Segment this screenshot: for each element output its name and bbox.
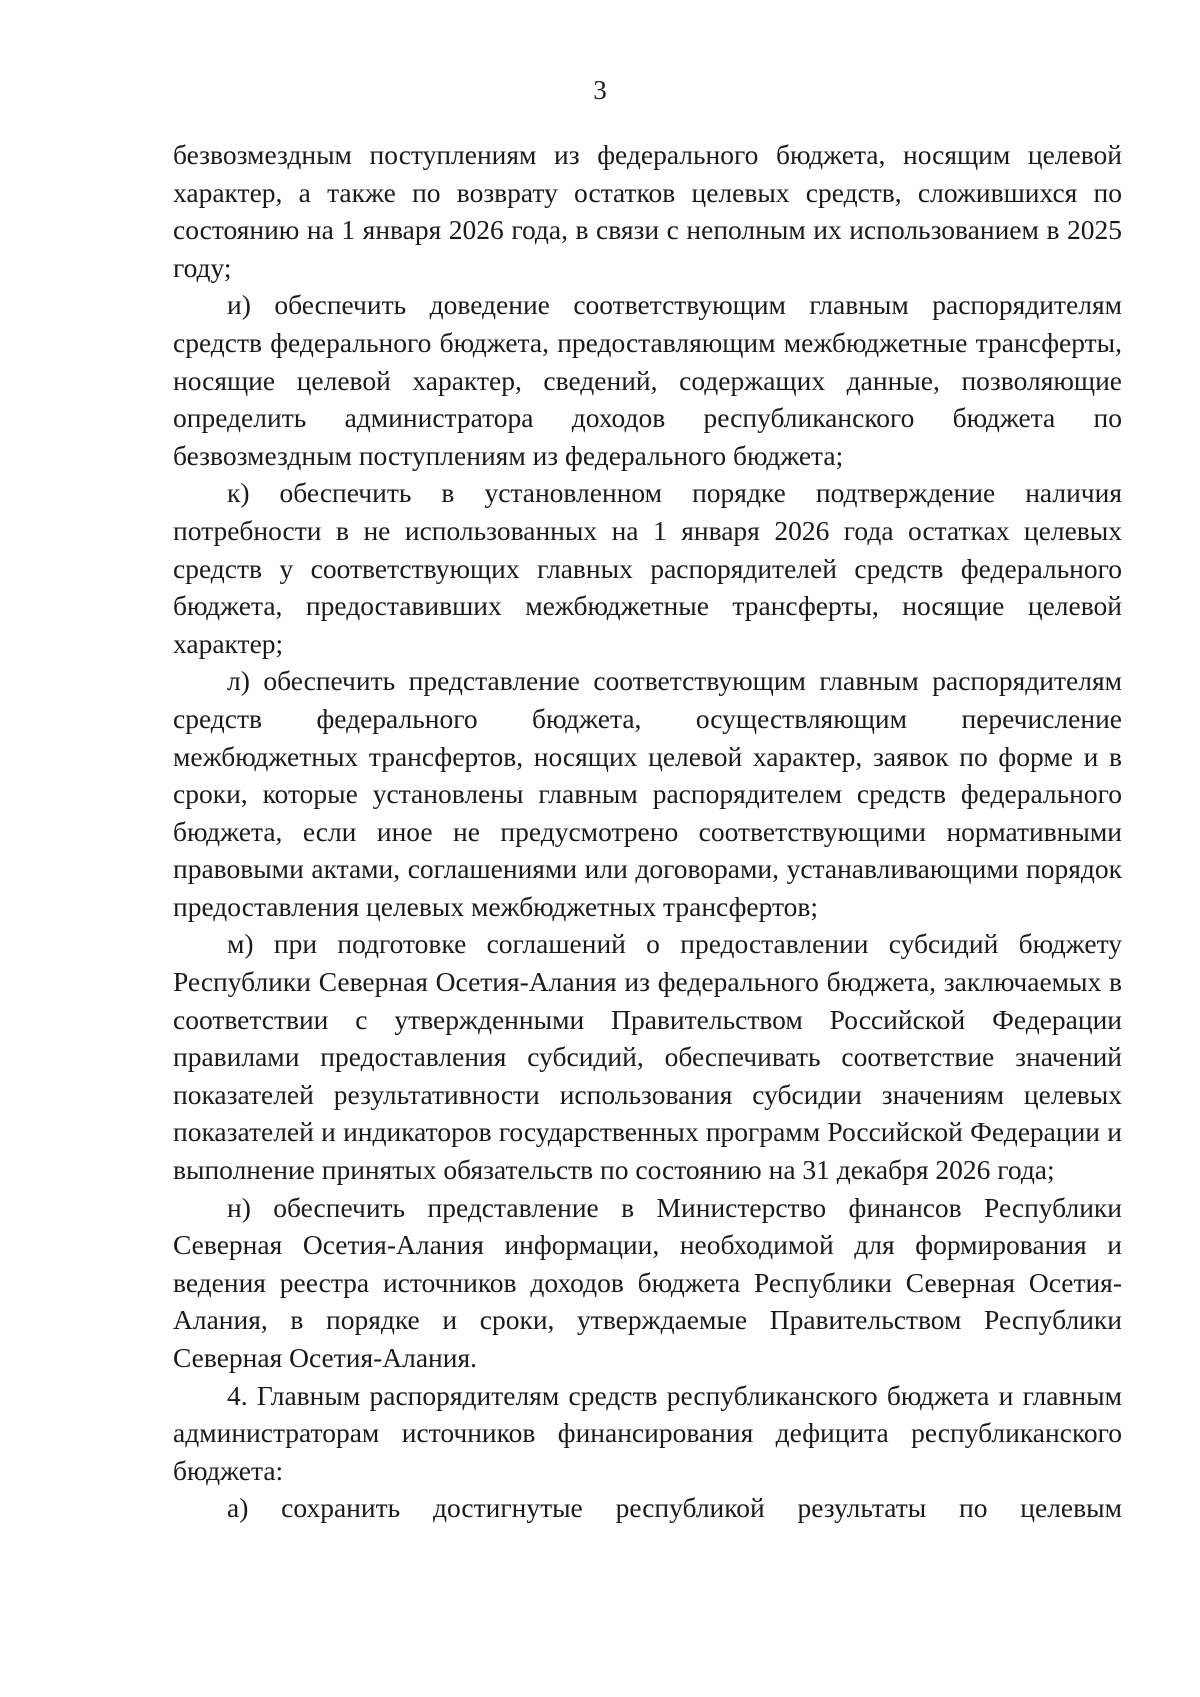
- paragraph-item-n: н) обеспечить представление в Министерство финансов Республики Северная Осетия-Алания информации, необходимой для формирования и ведения реестра источников доходов бюджета Республики Северная Осетия-Алания, в порядке и сроки, утверждаемые Правительством Республики Северная Осетия-Алания.: [173, 1191, 1122, 1373]
- paragraph-continuation: безвозмездным поступлениям из федерального бюджета, носящим целевой характер, а также по возврату остатков целевых средств, сложившихся по состоянию на 1 января 2026 года, в связи с неполным их использованием в 2025 году;: [173, 139, 1122, 283]
- page-number: 3: [593, 75, 607, 105]
- paragraph-item-l: л) обеспечить представление соответствующим главным распорядителям средств федерального бюджета, осуществляющим перечисление межбюджетных трансфертов, носящих целевой характер, заявок по форме и в сроки, которые установлены главным распорядителем средств федерального бюджета, если иное не предусмотрено соответствующими нормативными правовыми актами, соглашениями или договорами, устанавливающими порядок предоставления целевых межбюджетных трансфертов;: [173, 665, 1122, 922]
- paragraph-item-a: а) сохранить достигнутые республикой результаты по целевым: [227, 1492, 1122, 1524]
- paragraph-item-k: к) обеспечить в установленном порядке подтверждение наличия потребности в не использованных на 1 января 2026 года остатках целевых средств у соответствующих главных распорядителей средств федерального бюджета, предоставивших межбюджетные трансферты, носящие целевой характер;: [173, 477, 1122, 659]
- paragraph-section-4: 4. Главным распорядителям средств республиканского бюджета и главным администраторам источников финансирования дефицита республиканского бюджета:: [173, 1379, 1122, 1486]
- paragraph-item-i: и) обеспечить доведение соответствующим главным распорядителям средств федерального бюджета, предоставляющим межбюджетные трансферты, носящие целевой характер, сведений, содержащих данные, позволяющие определить администратора доходов республиканского бюджета по безвозмездным поступлениям из федерального бюджета;: [173, 289, 1122, 471]
- paragraph-item-m: м) при подготовке соглашений о предоставлении субсидий бюджету Республики Северная Осетия-Алания из федерального бюджета, заключаемых в соответствии с утвержденными Правительством Российской Федерации правилами предоставления субсидий, обеспечивать соответствие значений показателей результативности использования субсидии значениям целевых показателей и индикаторов государственных программ Российской Федерации и выполнение принятых обязательств по состоянию на 31 декабря 2026 года;: [173, 928, 1122, 1186]
- document-body: [173, 136, 1122, 1527]
